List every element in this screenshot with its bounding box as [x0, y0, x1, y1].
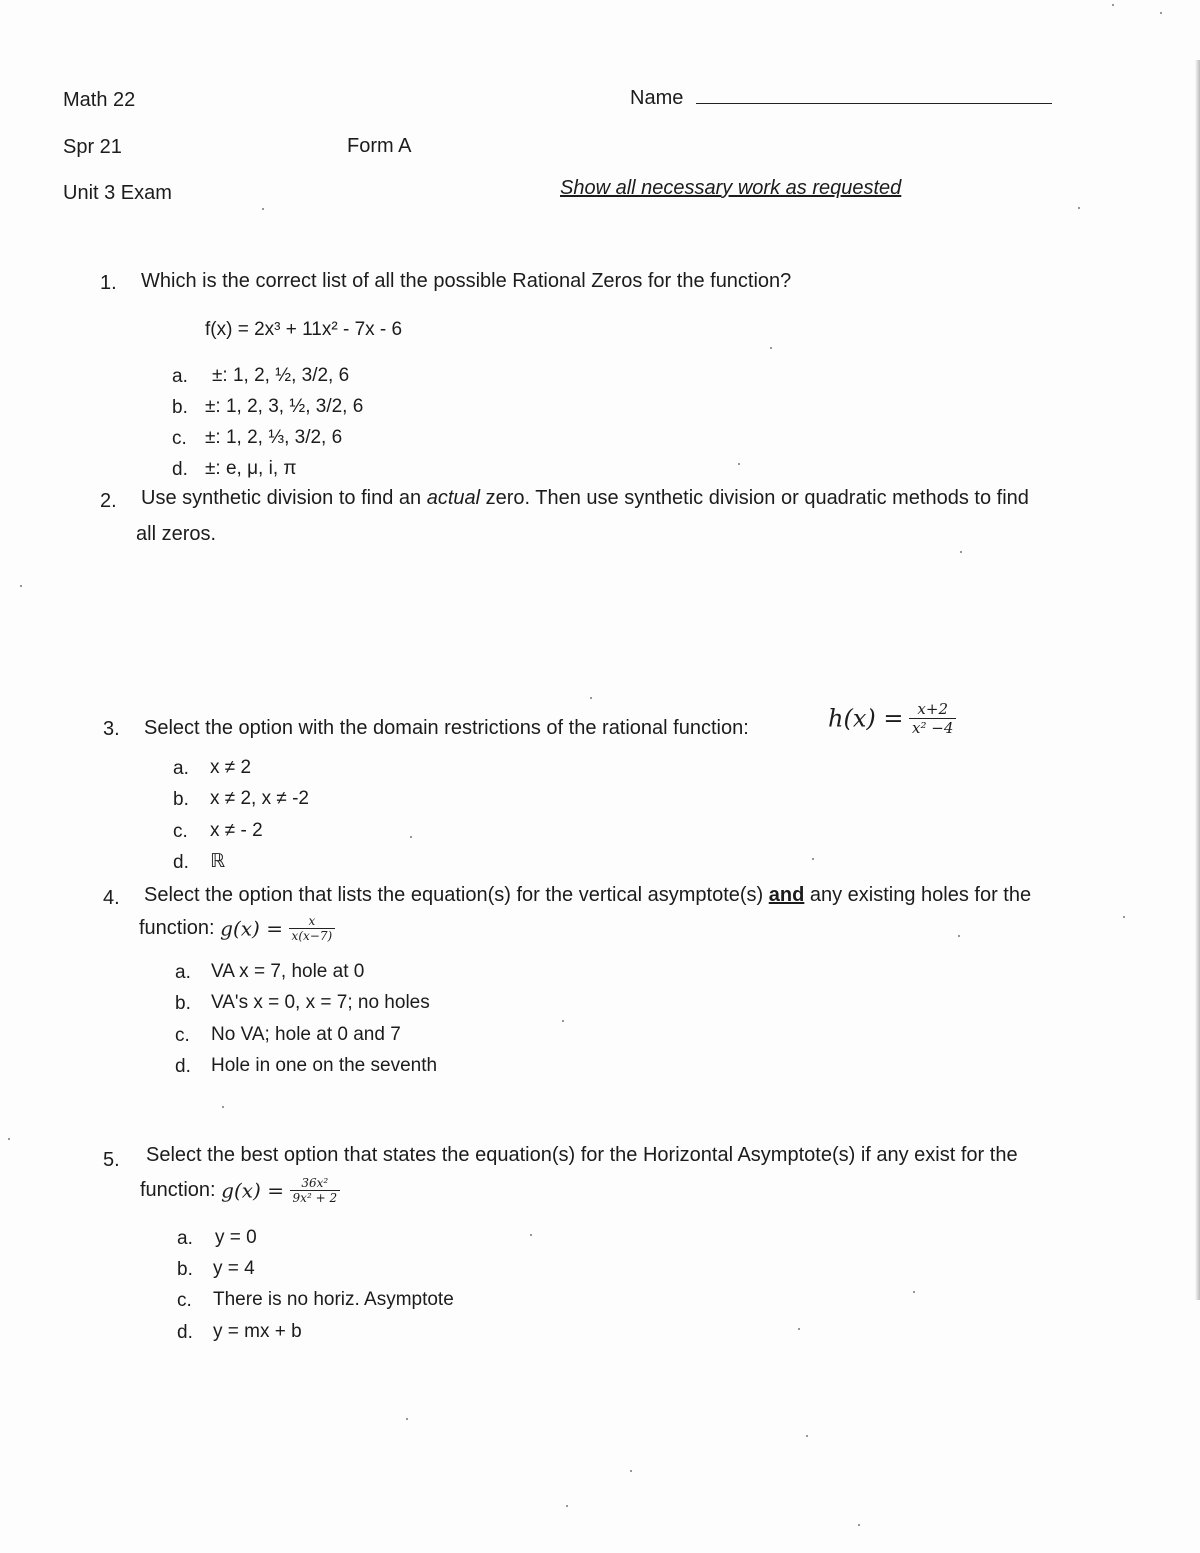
q1-option-c[interactable]: ±: 1, 2, ⅓, 3/2, 6	[205, 427, 343, 448]
q3-option-c[interactable]: x ≠ - 2	[210, 820, 263, 841]
q3-option-b[interactable]: x ≠ 2, x ≠ -2	[210, 788, 309, 809]
scan-speck	[406, 1418, 408, 1420]
q1-option-a-letter: a.	[172, 366, 188, 387]
instructions: Show all necessary work as requested	[560, 177, 902, 199]
scan-speck	[1112, 4, 1114, 6]
q3-option-d[interactable]: ℝ	[210, 851, 226, 872]
q1-option-d[interactable]: ±: e, μ, i, π	[205, 458, 297, 479]
q3-option-b-letter: b.	[173, 789, 189, 810]
name-blank-line[interactable]	[696, 103, 1052, 104]
scan-speck	[798, 1328, 800, 1330]
q4-function-label: function:	[139, 917, 215, 939]
scan-speck	[8, 1138, 10, 1140]
q5-option-b-letter: b.	[177, 1259, 193, 1280]
q2-text-start: Use synthetic division to find an	[141, 487, 427, 509]
q3-function-lhs: h(x) =	[828, 704, 904, 733]
scan-speck	[1160, 12, 1162, 14]
exam-title: Unit 3 Exam	[63, 182, 172, 204]
q4-function	[139, 914, 335, 943]
scan-speck	[958, 935, 960, 937]
q3-option-d-letter: d.	[173, 852, 189, 873]
q5-fraction-denominator: 9x² + 2	[292, 1191, 338, 1205]
q4-number: 4.	[103, 887, 120, 909]
q1-function: f(x) = 2x³ + 11x² - 7x - 6	[205, 319, 403, 340]
scan-speck	[562, 1020, 564, 1022]
scan-speck	[913, 1291, 915, 1293]
scan-speck	[806, 1435, 808, 1437]
form-label: Form A	[347, 135, 412, 157]
q4-option-a[interactable]: VA x = 7, hole at 0	[211, 961, 365, 982]
scan-speck	[1078, 207, 1080, 209]
term-label: Spr 21	[63, 136, 122, 158]
q5-number: 5.	[103, 1149, 120, 1171]
q3-text: Select the option with the domain restrictions of the rational function:	[144, 717, 749, 739]
q3-option-a-letter: a.	[173, 758, 189, 779]
q3-fraction-denominator: x² −4	[912, 719, 954, 737]
q1-text: Which is the correct list of all the possible Rational Zeros for the function?	[141, 270, 792, 292]
q4-option-d-letter: d.	[175, 1056, 191, 1077]
q5-option-a[interactable]: y = 0	[215, 1227, 257, 1248]
scan-speck	[858, 1524, 860, 1526]
q3-fraction-numerator: x+2	[909, 700, 956, 719]
q5-fraction	[290, 1176, 341, 1205]
q4-option-b[interactable]: VA's x = 0, x = 7; no holes	[211, 992, 430, 1013]
q3-number: 3.	[103, 718, 120, 740]
q4-option-a-letter: a.	[175, 962, 191, 983]
q2-text-line2: all zeros.	[136, 523, 217, 545]
q4-option-c[interactable]: No VA; hole at 0 and 7	[211, 1024, 401, 1045]
q1-option-b[interactable]: ±: 1, 2, 3, ½, 3/2, 6	[205, 396, 364, 417]
q2-text-end: zero. Then use synthetic division or quadratic methods to find	[480, 487, 1029, 509]
q4-function-lhs: g(x) =	[220, 916, 283, 941]
q5-option-a-letter: a.	[177, 1228, 193, 1249]
q1-option-a[interactable]: ±: 1, 2, ½, 3/2, 6	[212, 365, 350, 386]
scan-speck	[590, 697, 592, 699]
q1-option-c-letter: c.	[172, 428, 187, 449]
q4-text-start: Select the option that lists the equation(s) for the vertical asymptote(s)	[144, 884, 769, 906]
q4-option-d[interactable]: Hole in one on the seventh	[211, 1055, 438, 1076]
scan-speck	[222, 1106, 224, 1108]
q5-function-lhs: g(x) =	[221, 1178, 284, 1203]
q5-text: Select the best option that states the equation(s) for the Horizontal Asymptote(s) if any exist for the	[146, 1144, 1018, 1166]
q4-option-c-letter: c.	[175, 1025, 190, 1046]
q2-number: 2.	[100, 490, 117, 512]
q1-option-b-letter: b.	[172, 397, 188, 418]
q1-option-d-letter: d.	[172, 459, 188, 480]
q2-text-emphasis: actual	[426, 487, 481, 509]
course-label: Math 22	[63, 89, 136, 111]
q3-option-c-letter: c.	[173, 821, 188, 842]
q5-option-d-letter: d.	[177, 1322, 193, 1343]
q5-option-c-letter: c.	[177, 1290, 192, 1311]
scan-speck	[1123, 916, 1125, 918]
q4-fraction-denominator: x(x−7)	[291, 929, 333, 943]
q4-text-emphasis: and	[768, 884, 805, 906]
q4-option-b-letter: b.	[175, 993, 191, 1014]
scan-speck	[262, 208, 264, 210]
q5-function-label: function:	[140, 1179, 216, 1201]
scan-speck	[738, 463, 740, 465]
scan-speck	[630, 1470, 632, 1472]
q1-number: 1.	[100, 272, 117, 294]
scan-speck	[812, 858, 814, 860]
q3-fraction	[909, 700, 956, 737]
scan-speck	[566, 1505, 568, 1507]
q5-function	[140, 1176, 340, 1205]
q5-option-d[interactable]: y = mx + b	[213, 1321, 302, 1342]
scan-speck	[530, 1234, 532, 1236]
scan-speck	[410, 836, 412, 838]
q5-fraction-numerator: 36x²	[290, 1176, 341, 1191]
q4-fraction	[289, 914, 336, 943]
q4-text-end: any existing holes for the	[804, 884, 1032, 906]
scan-speck	[770, 347, 772, 349]
scan-edge-shadow	[1195, 60, 1200, 1300]
q4-fraction-numerator: x	[289, 914, 336, 929]
q4-text	[144, 883, 1031, 907]
q3-option-a[interactable]: x ≠ 2	[210, 757, 252, 778]
q3-function	[828, 700, 956, 737]
scan-speck	[960, 551, 962, 553]
scan-speck	[20, 585, 22, 587]
name-label: Name	[630, 87, 684, 109]
q2-text	[141, 486, 1029, 510]
q5-option-c[interactable]: There is no horiz. Asymptote	[213, 1289, 454, 1310]
q5-option-b[interactable]: y = 4	[213, 1258, 255, 1279]
